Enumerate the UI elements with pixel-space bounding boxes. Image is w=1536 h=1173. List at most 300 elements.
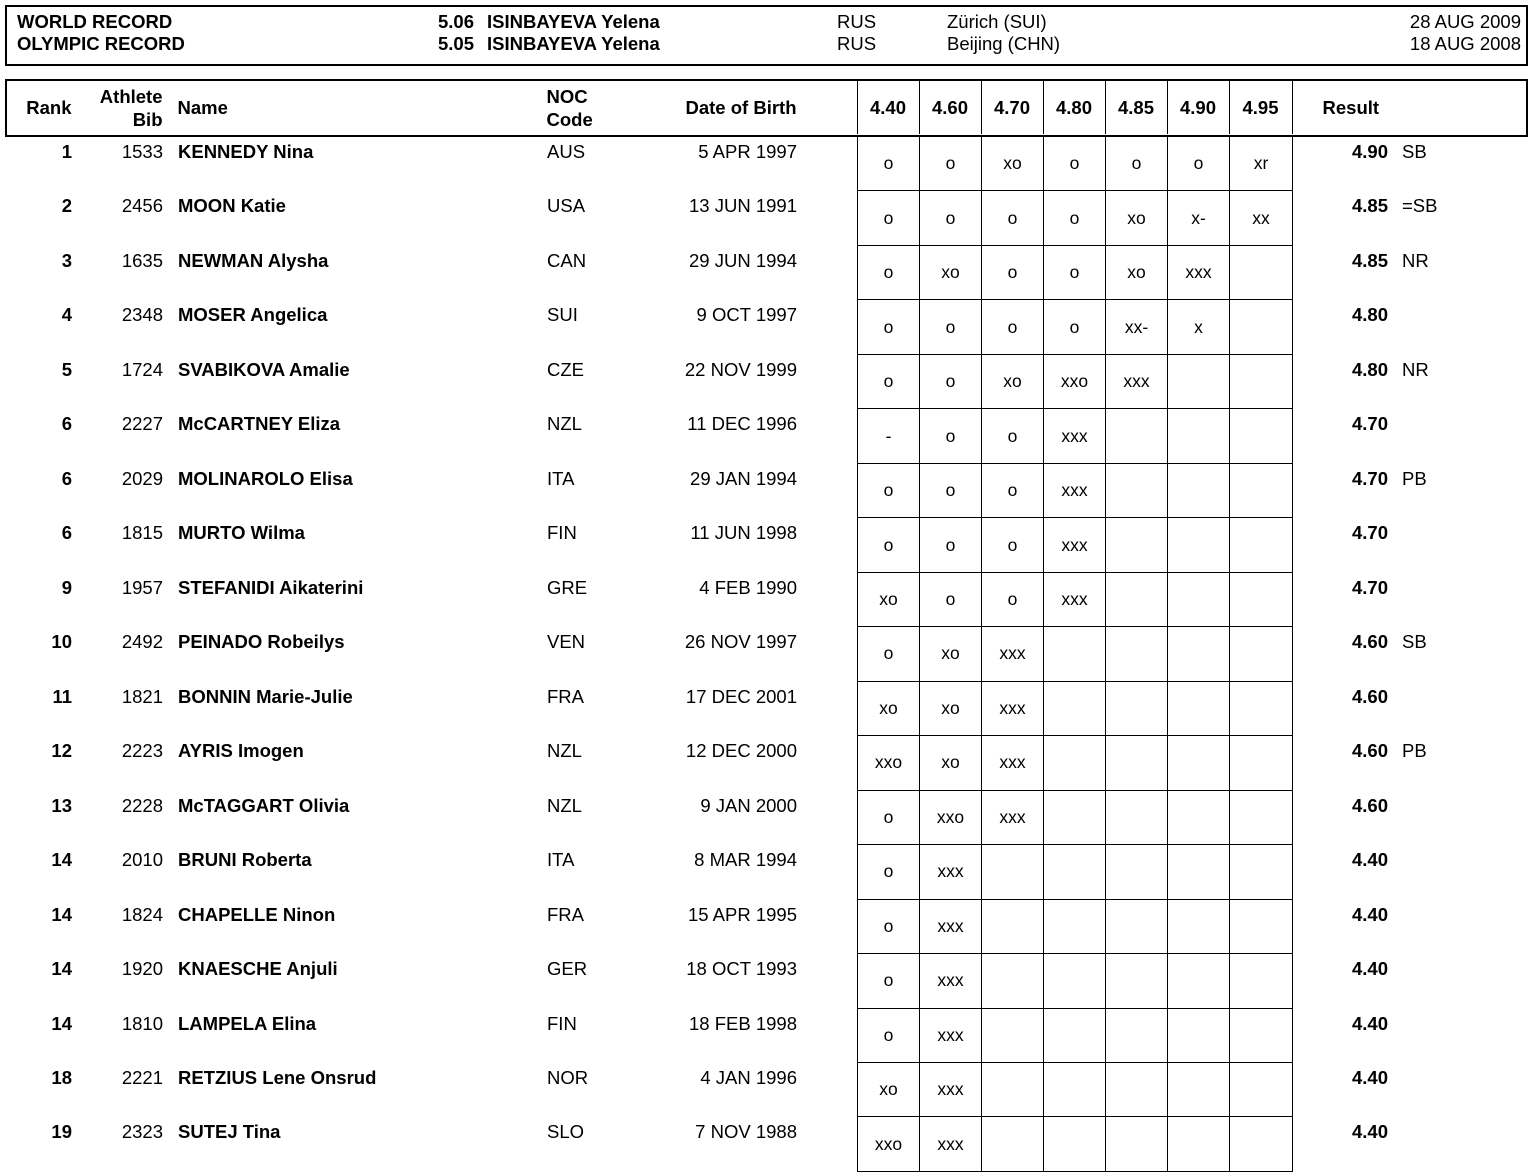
- attempt-cell: o: [858, 464, 920, 517]
- attempt-cell: [1168, 1063, 1230, 1116]
- attempt-cell: o: [858, 845, 920, 898]
- attempt-cell: [1230, 736, 1292, 789]
- header-noc-line1: NOC: [546, 86, 588, 107]
- athlete-name-cell: LAMPELA Elina: [178, 1012, 317, 1034]
- header-heights-grid: [857, 81, 1293, 134]
- athlete-name-cell: BONNIN Marie-Julie: [178, 685, 353, 707]
- noc-cell: AUS: [547, 141, 586, 162]
- athlete-name-cell: MURTO Wilma: [178, 522, 305, 544]
- attempts-grid: [857, 791, 1293, 845]
- rank-cell: 12: [51, 740, 72, 762]
- attempt-cell: [1230, 954, 1292, 1007]
- attempt-cell: o: [858, 191, 920, 244]
- noc-cell: ITA: [547, 849, 575, 871]
- attempt-cell: [1168, 791, 1230, 844]
- athlete-name-cell: MOLINAROLO Elisa: [178, 467, 353, 489]
- result-cell: 4.60: [1351, 794, 1388, 816]
- attempt-cell: o: [982, 518, 1044, 571]
- record-athlete: ISINBAYEVA Yelena: [487, 33, 660, 54]
- rank-cell: 14: [51, 958, 72, 980]
- bib-cell: 2029: [121, 467, 163, 489]
- record-mark: 5.06: [437, 11, 474, 32]
- attempt-cell: [982, 954, 1044, 1007]
- dob-cell: 26 NOV 1997: [684, 631, 797, 653]
- dob-cell: 9 OCT 1997: [696, 304, 797, 326]
- attempts-grid: [857, 682, 1293, 736]
- athlete-name-cell: BRUNI Roberta: [178, 849, 312, 871]
- attempt-cell: [1230, 464, 1292, 517]
- attempt-cell: [1168, 409, 1230, 462]
- attempts-grid: [857, 954, 1293, 1008]
- attempt-cell: [1106, 791, 1168, 844]
- attempts-grid: [857, 573, 1293, 627]
- record-label: WORLD RECORD: [17, 11, 173, 32]
- attempt-cell: o: [1044, 246, 1106, 299]
- attempts-grid: [857, 1117, 1293, 1171]
- rank-cell: 14: [51, 849, 72, 871]
- attempt-cell: o: [920, 191, 982, 244]
- attempt-cell: o: [858, 246, 920, 299]
- result-cell: 4.80: [1351, 358, 1388, 380]
- bib-cell: 2221: [121, 1066, 163, 1088]
- attempt-cell: xo: [858, 1063, 920, 1116]
- athlete-name-cell: McCARTNEY Eliza: [178, 413, 341, 435]
- result-cell: 4.60: [1351, 631, 1388, 653]
- attempt-cell: xxx: [920, 1117, 982, 1170]
- header-noc-line2: Code: [546, 109, 593, 130]
- attempt-cell: [982, 1063, 1044, 1116]
- attempts-grid: [857, 409, 1293, 463]
- attempt-cell: o: [858, 954, 920, 1007]
- attempt-cell: [1230, 1009, 1292, 1062]
- attempt-cell: [1044, 791, 1106, 844]
- attempt-cell: o: [920, 300, 982, 353]
- records-panel: [5, 5, 1528, 66]
- attempt-cell: xxo: [858, 1117, 920, 1170]
- bib-cell: 2323: [121, 1121, 163, 1143]
- attempt-cell: xxx: [982, 736, 1044, 789]
- attempt-cell: [1106, 682, 1168, 735]
- noc-cell: SUI: [547, 304, 578, 326]
- noc-cell: FRA: [547, 685, 584, 707]
- attempt-cell: [1168, 573, 1230, 626]
- noc-cell: GER: [547, 958, 588, 980]
- table-row: [5, 627, 1528, 681]
- table-row: [5, 845, 1528, 899]
- attempt-cell: xo: [920, 627, 982, 680]
- dob-cell: 29 JUN 1994: [689, 249, 797, 271]
- attempt-cell: o: [1106, 137, 1168, 190]
- attempt-cell: o: [982, 191, 1044, 244]
- bib-cell: 1810: [121, 1012, 163, 1034]
- athlete-name-cell: PEINADO Robeilys: [178, 631, 345, 653]
- athlete-name-cell: MOSER Angelica: [178, 304, 328, 326]
- attempts-grid: [857, 736, 1293, 790]
- attempt-cell: [1230, 355, 1292, 408]
- header-height-4-40: 4.40: [858, 81, 920, 134]
- bib-cell: 1533: [121, 141, 163, 162]
- attempt-cell: o: [1168, 137, 1230, 190]
- athlete-name-cell: SVABIKOVA Amalie: [178, 358, 350, 380]
- attempts-grid: [857, 191, 1293, 245]
- attempt-cell: o: [982, 300, 1044, 353]
- attempt-cell: xo: [982, 355, 1044, 408]
- attempt-cell: [1044, 682, 1106, 735]
- record-venue: Zürich (SUI): [947, 11, 1047, 32]
- attempt-cell: [1106, 845, 1168, 898]
- attempt-cell: [1230, 518, 1292, 571]
- athlete-name-cell: McTAGGART Olivia: [178, 794, 350, 816]
- attempts-grid: [857, 845, 1293, 899]
- result-note-cell: =SB: [1402, 195, 1438, 217]
- rank-cell: 6: [61, 467, 72, 489]
- table-row: [5, 900, 1528, 954]
- rank-cell: 6: [61, 522, 72, 544]
- attempt-cell: o: [858, 518, 920, 571]
- noc-cell: GRE: [547, 576, 588, 598]
- rank-cell: 1: [61, 141, 72, 162]
- result-cell: 4.90: [1351, 141, 1388, 162]
- header-result: Result: [1322, 97, 1380, 118]
- record-noc: RUS: [837, 11, 877, 32]
- attempt-cell: o: [982, 246, 1044, 299]
- attempts-grid: [857, 900, 1293, 954]
- rank-cell: 2: [61, 195, 72, 217]
- attempt-cell: o: [858, 627, 920, 680]
- bib-cell: 2492: [121, 631, 163, 653]
- attempt-cell: xxx: [982, 682, 1044, 735]
- attempt-cell: xxo: [858, 736, 920, 789]
- attempt-cell: [1168, 736, 1230, 789]
- result-cell: 4.85: [1351, 249, 1388, 271]
- results-table-body: [5, 137, 1528, 1172]
- attempt-cell: xo: [982, 137, 1044, 190]
- attempt-cell: [1168, 900, 1230, 953]
- table-row: [5, 682, 1528, 736]
- attempt-cell: o: [858, 1009, 920, 1062]
- attempt-cell: [1230, 900, 1292, 953]
- attempt-cell: [1044, 627, 1106, 680]
- rank-cell: 14: [51, 1012, 72, 1034]
- attempt-cell: xo: [1106, 246, 1168, 299]
- dob-cell: 17 DEC 2001: [685, 685, 797, 707]
- attempts-grid: [857, 1063, 1293, 1117]
- noc-cell: NZL: [547, 413, 582, 435]
- attempt-cell: o: [982, 573, 1044, 626]
- attempt-cell: [1106, 736, 1168, 789]
- header-athlete-bib-line1: Athlete: [99, 86, 163, 107]
- attempt-cell: o: [982, 409, 1044, 462]
- results-table-header: [5, 79, 1528, 137]
- rank-cell: 9: [61, 576, 72, 598]
- attempt-cell: o: [920, 355, 982, 408]
- athlete-name-cell: CHAPELLE Ninon: [178, 903, 336, 925]
- attempt-cell: [1230, 300, 1292, 353]
- attempt-cell: xo: [920, 736, 982, 789]
- attempt-cell: o: [1044, 191, 1106, 244]
- bib-cell: 1821: [121, 685, 163, 707]
- rank-cell: 6: [61, 413, 72, 435]
- attempt-cell: [1168, 682, 1230, 735]
- athlete-name-cell: NEWMAN Alysha: [178, 249, 329, 271]
- header-noc-code: [547, 85, 593, 131]
- bib-cell: 1815: [121, 522, 163, 544]
- attempt-cell: xxx: [920, 1063, 982, 1116]
- attempt-cell: [1044, 1117, 1106, 1170]
- record-noc: RUS: [837, 33, 877, 54]
- attempt-cell: xxx: [1106, 355, 1168, 408]
- noc-cell: CZE: [547, 358, 584, 380]
- attempt-cell: xo: [858, 682, 920, 735]
- athlete-name-cell: MOON Katie: [178, 195, 286, 217]
- attempts-grid: [857, 518, 1293, 572]
- attempt-cell: xxo: [920, 791, 982, 844]
- attempts-grid: [857, 627, 1293, 681]
- noc-cell: FRA: [547, 903, 584, 925]
- bib-cell: 1920: [121, 958, 163, 980]
- attempts-grid: [857, 355, 1293, 409]
- attempt-cell: [1106, 900, 1168, 953]
- noc-cell: VEN: [547, 631, 586, 653]
- attempt-cell: [1044, 900, 1106, 953]
- attempts-grid: [857, 464, 1293, 518]
- attempt-cell: xo: [920, 682, 982, 735]
- athlete-name-cell: KNAESCHE Anjuli: [178, 958, 338, 980]
- attempt-cell: xxx: [920, 900, 982, 953]
- result-cell: 4.40: [1351, 849, 1388, 871]
- result-cell: 4.40: [1351, 1066, 1388, 1088]
- noc-cell: NZL: [547, 740, 582, 762]
- header-height-4-60: 4.60: [920, 81, 982, 134]
- athlete-name-cell: KENNEDY Nina: [178, 141, 314, 162]
- result-cell: 4.70: [1351, 467, 1388, 489]
- noc-cell: SLO: [547, 1121, 585, 1143]
- attempt-cell: xo: [1106, 191, 1168, 244]
- result-note-cell: SB: [1402, 631, 1427, 653]
- table-row: [5, 791, 1528, 845]
- bib-cell: 2223: [121, 740, 163, 762]
- table-row: [5, 736, 1528, 790]
- attempt-cell: [1044, 1063, 1106, 1116]
- attempt-cell: o: [982, 464, 1044, 517]
- attempt-cell: xx: [1252, 207, 1270, 228]
- header-height-4-80: 4.80: [1044, 81, 1106, 134]
- dob-cell: 18 OCT 1993: [686, 958, 797, 980]
- attempt-cell: xxx: [1044, 409, 1106, 462]
- dob-cell: 18 FEB 1998: [689, 1012, 797, 1034]
- attempt-cell: [1168, 518, 1230, 571]
- dob-cell: 13 JUN 1991: [689, 195, 797, 217]
- header-athlete-bib: [87, 85, 163, 131]
- header-rank: Rank: [26, 97, 72, 118]
- dob-cell: 4 JAN 1996: [700, 1066, 797, 1088]
- result-note-cell: NR: [1402, 358, 1429, 380]
- attempt-cell: [1230, 791, 1292, 844]
- attempt-cell: o: [858, 137, 920, 190]
- noc-cell: NOR: [547, 1066, 589, 1088]
- dob-cell: 12 DEC 2000: [685, 740, 797, 762]
- attempt-cell: [1230, 1063, 1292, 1116]
- attempt-cell: [1044, 845, 1106, 898]
- attempt-cell: x-: [1168, 191, 1230, 244]
- rank-cell: 18: [51, 1066, 72, 1088]
- attempt-cell: o: [1044, 137, 1106, 190]
- record-date: 18 AUG 2008: [1409, 33, 1521, 54]
- header-athlete-bib-line2: Bib: [132, 109, 163, 130]
- dob-cell: 22 NOV 1999: [684, 358, 797, 380]
- noc-cell: FIN: [547, 1012, 577, 1034]
- attempt-cell: -: [858, 409, 920, 462]
- result-cell: 4.70: [1351, 522, 1388, 544]
- attempt-cell: [1230, 627, 1292, 680]
- attempt-cell: xxx: [920, 1009, 982, 1062]
- dob-cell: 4 FEB 1990: [699, 576, 797, 598]
- attempt-cell: [1106, 1009, 1168, 1062]
- result-cell: 4.40: [1351, 1121, 1388, 1143]
- record-label: OLYMPIC RECORD: [17, 33, 185, 54]
- athlete-name-cell: RETZIUS Lene Onsrud: [178, 1066, 377, 1088]
- attempt-cell: [1106, 954, 1168, 1007]
- result-note-cell: PB: [1402, 467, 1427, 489]
- header-date-of-birth: Date of Birth: [685, 97, 797, 118]
- result-note-cell: NR: [1402, 249, 1429, 271]
- rank-cell: 13: [51, 794, 72, 816]
- attempts-grid: [857, 137, 1293, 191]
- attempt-cell: [1168, 845, 1230, 898]
- attempt-cell: xxx: [920, 954, 982, 1007]
- attempt-cell: [1106, 627, 1168, 680]
- bib-cell: 2227: [121, 413, 163, 435]
- olympic-record-row: [7, 33, 1526, 55]
- table-row: [5, 355, 1528, 409]
- attempt-cell: [1106, 1063, 1168, 1116]
- attempt-cell: [1168, 627, 1230, 680]
- noc-cell: CAN: [547, 249, 587, 271]
- attempt-cell: xxo: [1044, 355, 1106, 408]
- attempts-grid: [857, 1009, 1293, 1063]
- header-height-4-95: 4.95: [1242, 96, 1279, 118]
- attempt-cell: [1230, 845, 1292, 898]
- attempt-cell: xxx: [982, 627, 1044, 680]
- attempt-cell: o: [920, 464, 982, 517]
- table-row: [5, 464, 1528, 518]
- record-venue: Beijing (CHN): [947, 33, 1061, 54]
- attempt-cell: [1230, 246, 1292, 299]
- table-row: [5, 573, 1528, 627]
- attempts-grid: [857, 246, 1293, 300]
- attempt-cell: [982, 845, 1044, 898]
- table-row: [5, 518, 1528, 572]
- attempt-cell: [1230, 1117, 1292, 1170]
- result-cell: 4.80: [1351, 304, 1388, 326]
- rank-cell: 4: [61, 304, 72, 326]
- dob-cell: 29 JAN 1994: [690, 467, 797, 489]
- table-row: [5, 191, 1528, 245]
- dob-cell: 11 DEC 1996: [687, 413, 797, 435]
- rank-cell: 14: [51, 903, 72, 925]
- noc-cell: ITA: [547, 467, 575, 489]
- record-date: 28 AUG 2009: [1409, 11, 1521, 32]
- attempt-cell: [1168, 1117, 1230, 1170]
- result-cell: 4.85: [1351, 195, 1388, 217]
- header-height-4-85: 4.85: [1106, 81, 1168, 134]
- attempt-cell: xxx: [1044, 518, 1106, 571]
- attempt-cell: [982, 1009, 1044, 1062]
- dob-cell: 11 JUN 1998: [690, 522, 797, 544]
- rank-cell: 5: [61, 358, 72, 380]
- attempt-cell: o: [920, 573, 982, 626]
- athlete-name-cell: AYRIS Imogen: [178, 740, 304, 762]
- record-athlete: ISINBAYEVA Yelena: [487, 11, 660, 32]
- attempt-cell: o: [920, 137, 982, 190]
- header-height-4-70: 4.70: [982, 81, 1044, 134]
- attempt-cell: xxx: [1168, 246, 1230, 299]
- attempt-cell: [1044, 1009, 1106, 1062]
- result-cell: 4.40: [1351, 1012, 1388, 1034]
- table-row: [5, 1117, 1528, 1171]
- attempt-cell: [1168, 1009, 1230, 1062]
- attempt-cell: [982, 900, 1044, 953]
- result-cell: 4.40: [1351, 958, 1388, 980]
- rank-cell: 10: [51, 631, 72, 653]
- table-row: [5, 300, 1528, 354]
- attempt-cell: xr: [1253, 153, 1269, 174]
- attempt-cell: o: [1044, 300, 1106, 353]
- dob-cell: 5 APR 1997: [698, 141, 797, 162]
- attempt-cell: o: [858, 900, 920, 953]
- noc-cell: FIN: [547, 522, 577, 544]
- attempt-cell: xxx: [1044, 464, 1106, 517]
- attempt-cell: o: [920, 409, 982, 462]
- result-cell: 4.60: [1351, 685, 1388, 707]
- attempt-cell: [1106, 518, 1168, 571]
- attempt-cell: [1168, 464, 1230, 517]
- bib-cell: 1635: [121, 249, 163, 271]
- result-cell: 4.70: [1351, 576, 1388, 598]
- athlete-name-cell: SUTEJ Tina: [178, 1121, 281, 1143]
- attempt-cell: o: [920, 518, 982, 571]
- attempt-cell: xo: [920, 246, 982, 299]
- noc-cell: NZL: [547, 794, 582, 816]
- attempt-cell: o: [858, 791, 920, 844]
- rank-cell: 19: [51, 1121, 72, 1143]
- attempt-cell: [982, 1117, 1044, 1170]
- dob-cell: 9 JAN 2000: [700, 794, 797, 816]
- rank-cell: 3: [61, 249, 72, 271]
- attempt-cell: x: [1168, 300, 1230, 353]
- dob-cell: 15 APR 1995: [687, 903, 797, 925]
- table-row: [5, 409, 1528, 463]
- result-note-cell: PB: [1402, 740, 1427, 762]
- record-mark: 5.05: [437, 33, 474, 54]
- table-row: [5, 137, 1528, 191]
- table-row: [5, 246, 1528, 300]
- attempt-cell: [1044, 736, 1106, 789]
- attempts-grid: [857, 300, 1293, 354]
- header-name: Name: [177, 97, 228, 118]
- header-height-4-90: 4.90: [1168, 81, 1230, 134]
- attempt-cell: xo: [858, 573, 920, 626]
- attempt-cell: [1230, 573, 1292, 626]
- attempt-cell: [1168, 355, 1230, 408]
- attempt-cell: [1106, 409, 1168, 462]
- bib-cell: 2348: [121, 304, 163, 326]
- attempt-cell: [1106, 464, 1168, 517]
- bib-cell: 1824: [121, 903, 163, 925]
- attempt-cell: [1230, 682, 1292, 735]
- attempt-cell: xx-: [1106, 300, 1168, 353]
- result-cell: 4.60: [1351, 740, 1388, 762]
